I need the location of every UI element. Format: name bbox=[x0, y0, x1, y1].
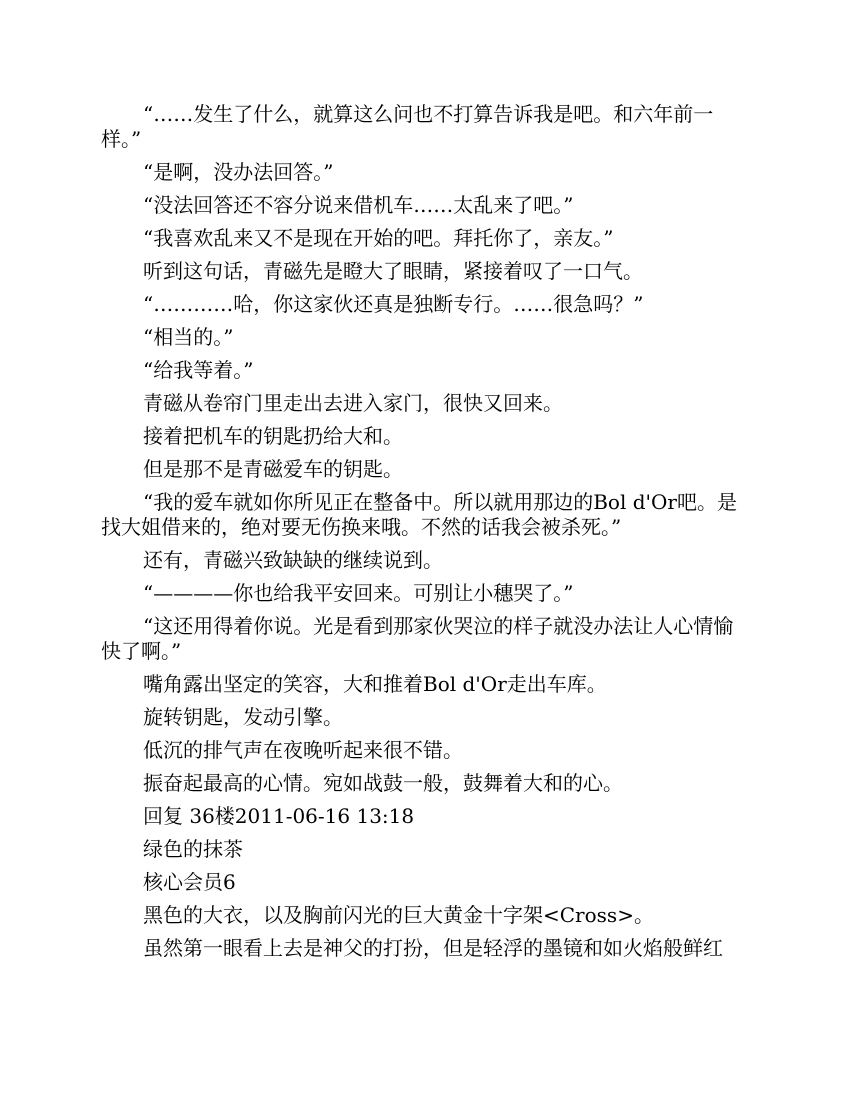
paragraph: 旋转钥匙，发动引擎。 bbox=[143, 705, 343, 729]
paragraph: “没法回答还不容分说来借机车……太乱来了吧。” bbox=[143, 193, 574, 217]
paragraph: 听到这句话，青磁先是瞪大了眼睛，紧接着叹了一口气。 bbox=[143, 259, 643, 283]
paragraph: 低沉的排气声在夜晚听起来很不错。 bbox=[143, 738, 463, 762]
paragraph: “这还用得着你说。光是看到那家伙哭泣的样子就没办法让人心情愉快了啊。” bbox=[101, 614, 734, 663]
paragraph: 振奋起最高的心情。宛如战鼓一般，鼓舞着大和的心。 bbox=[143, 771, 623, 795]
paragraph: “是啊，没办法回答。” bbox=[143, 160, 334, 184]
paragraph: “…………哈，你这家伙还真是独断专行。……很急吗？” bbox=[143, 292, 644, 316]
paragraph: “我的爱车就如你所见正在整备中。所以就用那边的Bol d'Or吧。是找大姐借来的，绝对要无伤换来哦。不然的话我会被杀死。” bbox=[101, 490, 737, 539]
paragraph: 虽然第一眼看上去是神父的打扮，但是轻浮的墨镜和如火焰般鲜红 bbox=[143, 936, 723, 960]
paragraph: 青磁从卷帘门里走出去进入家门，很快又回来。 bbox=[143, 391, 563, 415]
paragraph: 接着把机车的钥匙扔给大和。 bbox=[143, 424, 403, 448]
poster-rank: 核心会员6 bbox=[143, 870, 236, 894]
paragraph: “我喜欢乱来又不是现在开始的吧。拜托你了，亲友。” bbox=[143, 226, 614, 250]
paragraph: “……发生了什么，就算这么问也不打算告诉我是吧。和六年前一样。” bbox=[101, 102, 714, 151]
paragraph: “相当的。” bbox=[143, 325, 234, 349]
paragraph: “给我等着。” bbox=[143, 358, 254, 382]
paragraph: 还有，青磁兴致缺缺的继续说到。 bbox=[143, 548, 443, 572]
paragraph: 黑色的大衣，以及胸前闪光的巨大黄金十字架<Cross>。 bbox=[143, 903, 654, 927]
paragraph: 嘴角露出坚定的笑容，大和推着Bol d'Or走出车库。 bbox=[143, 672, 607, 696]
reply-meta: 回复 36楼2011-06-16 13:18 bbox=[143, 804, 415, 828]
paragraph: “————你也给我平安回来。可别让小穗哭了。” bbox=[143, 581, 574, 605]
paragraph: 但是那不是青磁爱车的钥匙。 bbox=[143, 457, 403, 481]
document-body bbox=[101, 98, 751, 965]
poster-name: 绿色的抹茶 bbox=[143, 837, 243, 861]
